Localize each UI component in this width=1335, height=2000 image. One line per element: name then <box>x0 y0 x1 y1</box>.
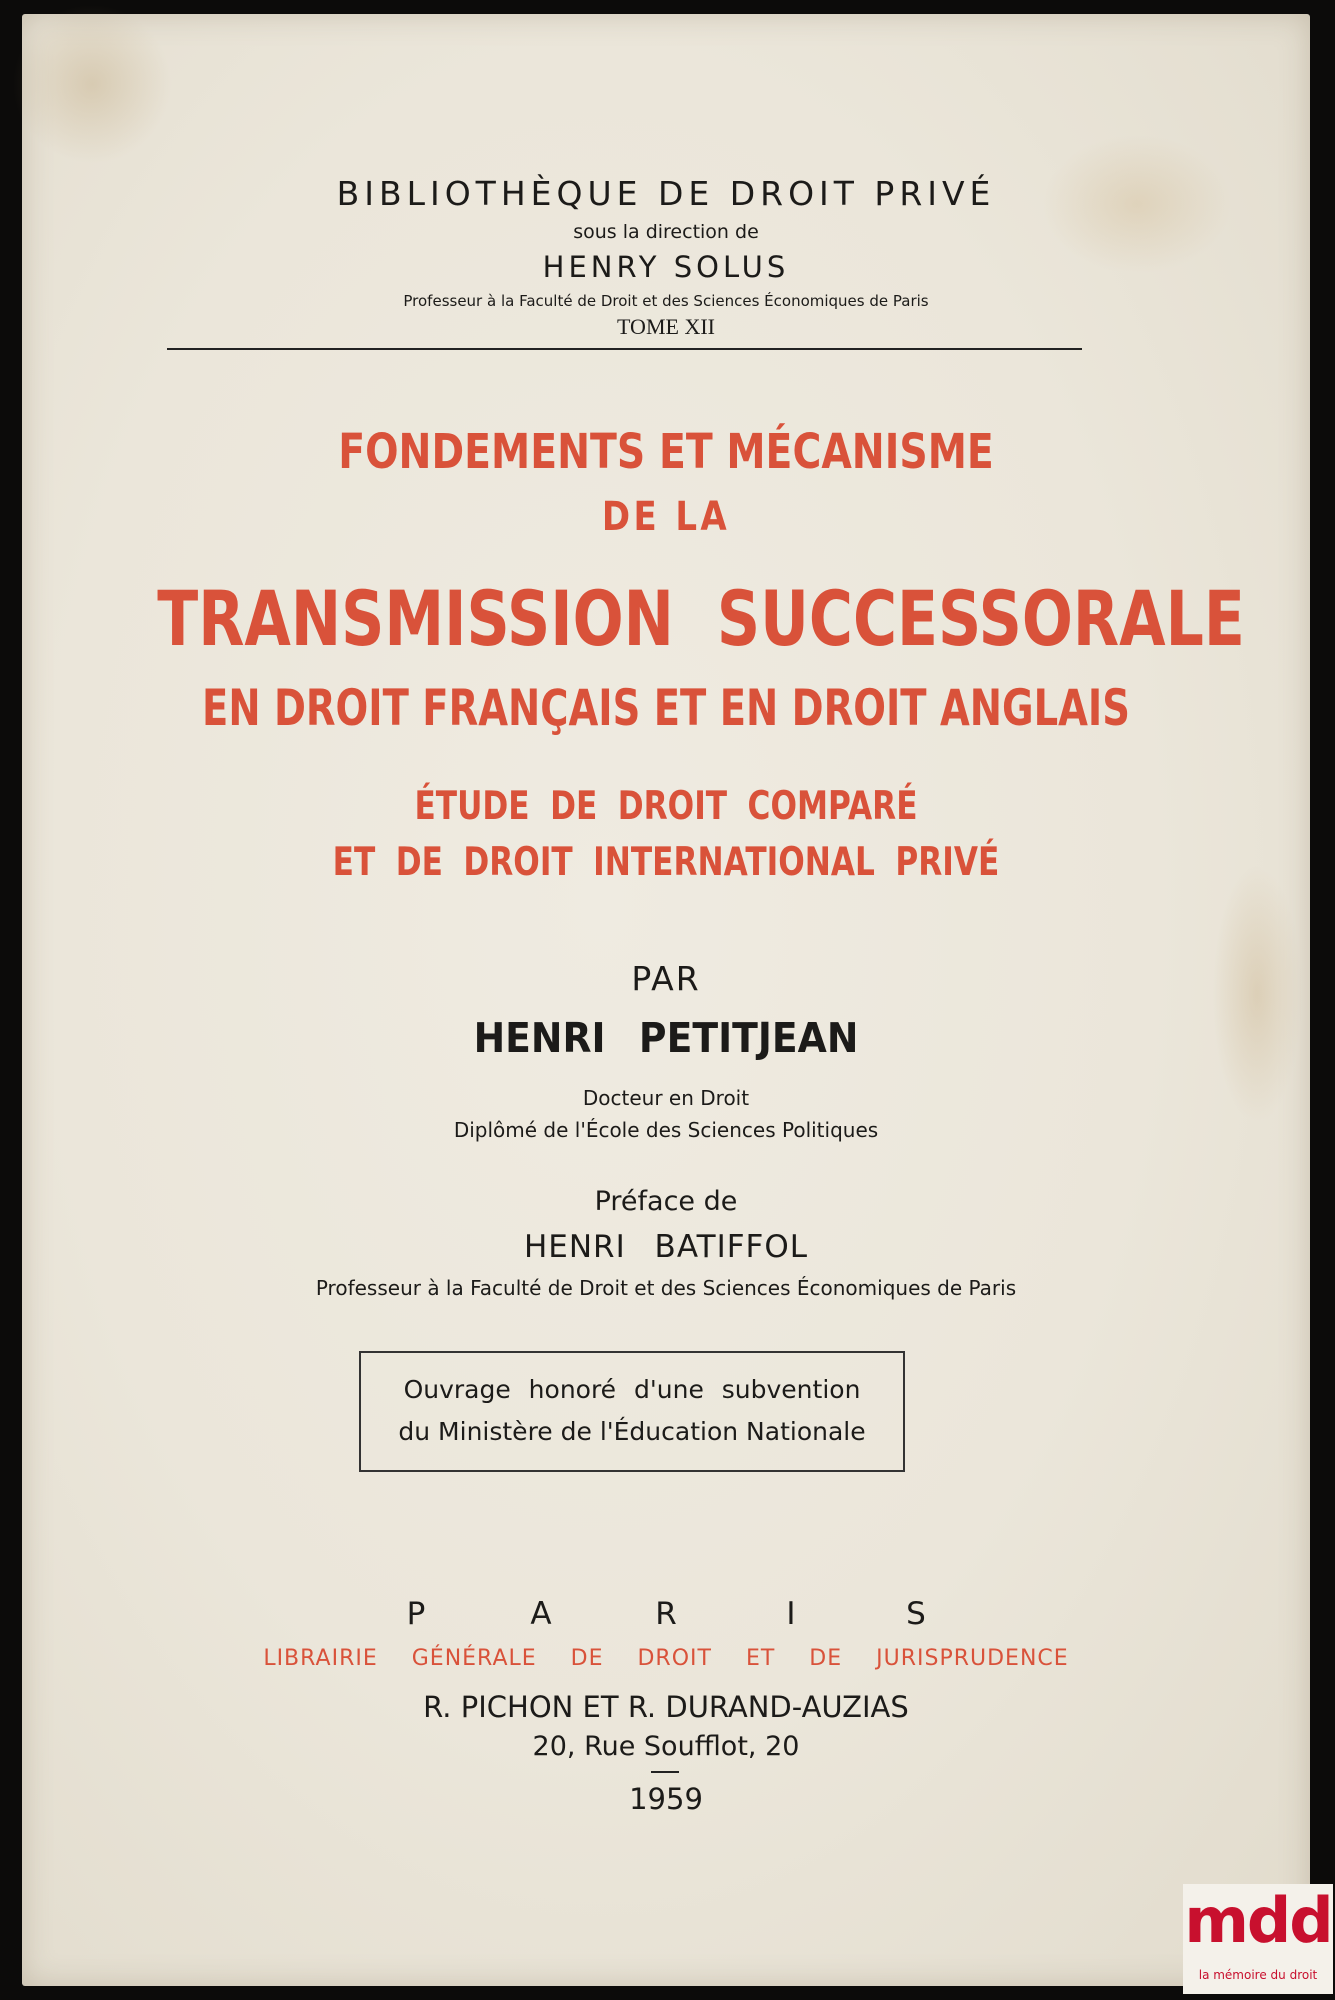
title-line-2: DE LA <box>601 494 731 540</box>
subtitle-line-1: ÉTUDE DE DROIT COMPARÉ <box>414 784 918 829</box>
title-line-4: EN DROIT FRANÇAIS ET EN DROIT ANGLAIS <box>202 679 1130 737</box>
subsidy-box <box>359 1351 905 1472</box>
imprint-printers: R. PICHON ET R. DURAND-AUZIAS <box>423 1690 909 1724</box>
series-title: BIBLIOTHÈQUE DE DROIT PRIVÉ <box>336 174 996 213</box>
city-letter: I <box>786 1596 796 1632</box>
city-letter: R <box>655 1596 677 1632</box>
author-diploma: Diplômé de l'École des Sciences Politiques <box>453 1118 879 1142</box>
author-degree: Docteur en Droit <box>582 1086 750 1110</box>
subtitle-line-2: ET DE DROIT INTERNATIONAL PRIVÉ <box>332 840 1000 885</box>
series-director: HENRY SOLUS <box>542 250 790 284</box>
preface-label: Préface de <box>594 1186 738 1217</box>
header-rule <box>167 348 1082 350</box>
preface-title: Professeur à la Faculté de Droit et des Sciences Économiques de Paris <box>315 1276 1017 1300</box>
title-line-3: TRANSMISSION SUCCESSORALE <box>157 574 1245 663</box>
paper-stain <box>12 4 172 164</box>
mdd-watermark <box>1183 1884 1333 1994</box>
city-letter: P <box>406 1596 426 1632</box>
author-by: PAR <box>631 959 701 998</box>
city-letter: A <box>530 1596 552 1632</box>
series-director-title: Professeur à la Faculté de Droit et des Sciences Économiques de Paris <box>403 292 929 310</box>
author-name: HENRI PETITJEAN <box>473 1014 859 1062</box>
subsidy-line-2: du Ministère de l'Éducation Nationale <box>398 1417 866 1446</box>
imprint-address: 20, Rue Soufflot, 20 <box>532 1731 800 1762</box>
series-tome: TOME XII <box>617 314 715 339</box>
series-direction: sous la direction de <box>573 221 759 243</box>
imprint-city <box>22 1596 1310 1632</box>
book-cover <box>22 14 1310 1986</box>
imprint-year: 1959 <box>629 1782 703 1816</box>
imprint-publisher: LIBRAIRIE GÉNÉRALE DE DROIT ET DE JURISPRUDENCE <box>263 1646 1069 1671</box>
preface-name: HENRI BATIFFOL <box>523 1229 809 1265</box>
mdd-tagline: la mémoire du droit <box>1198 1968 1318 1982</box>
city-letter: S <box>906 1596 926 1632</box>
mdd-logo: mdd <box>1184 1884 1332 1957</box>
subsidy-line-1: Ouvrage honoré d'une subvention <box>403 1375 861 1404</box>
title-line-1: FONDEMENTS ET MÉCANISME <box>338 424 994 480</box>
year-rule <box>651 1771 679 1773</box>
